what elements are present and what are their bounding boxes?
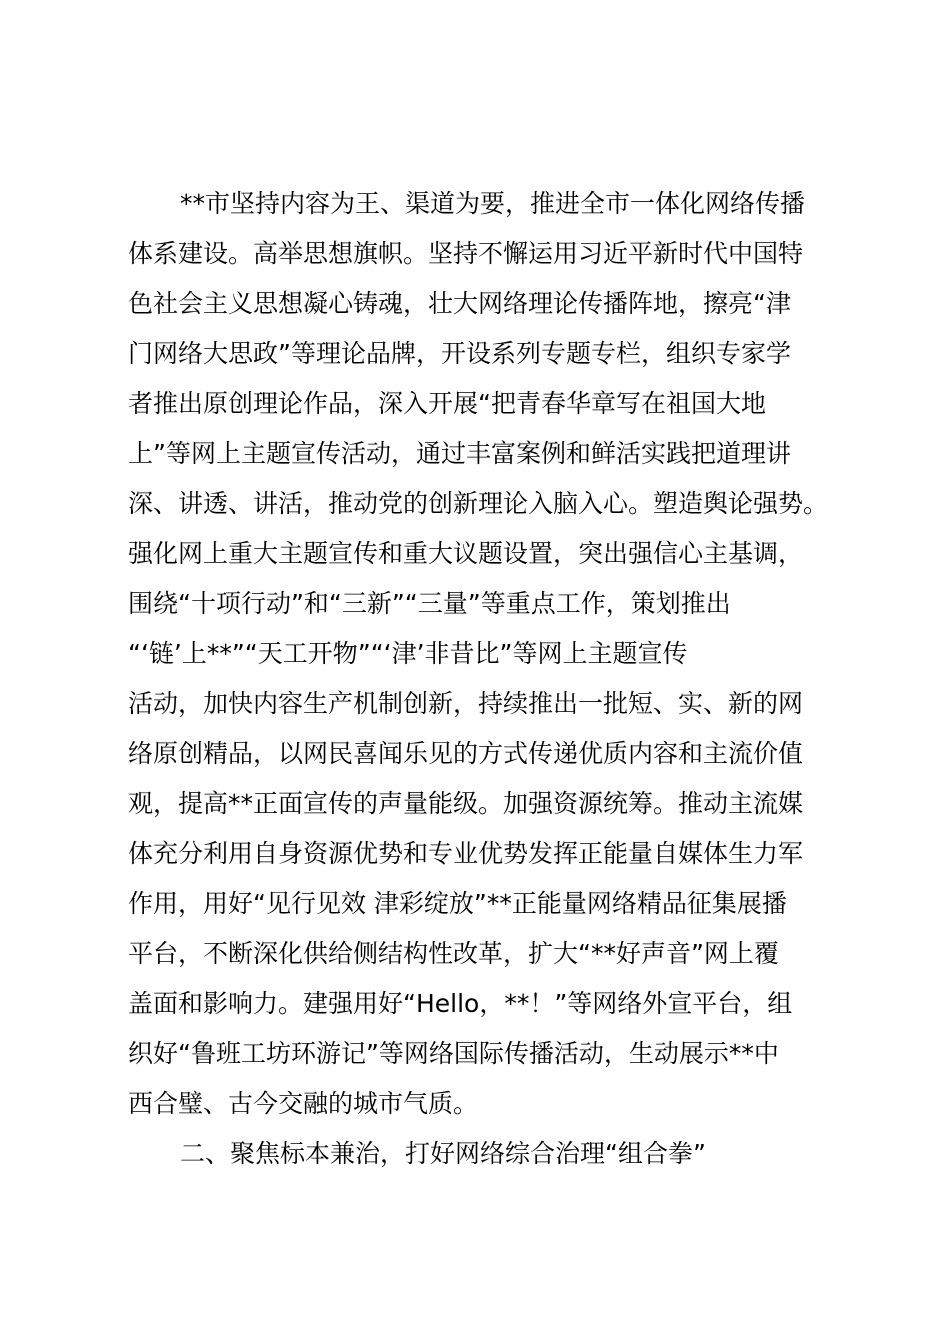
paragraph-line: 强化网上重大主题宣传和重大议题设置，突出强信心主基调，	[128, 539, 804, 568]
section-heading: 二、聚焦标本兼治，打好网络综合治理“组合拳”	[180, 1139, 706, 1168]
paragraph-line: 门网络大思政”等理论品牌，开设系列专题专栏，组织专家学	[128, 339, 791, 368]
paragraph-line: 作用，用好“见行见效 津彩绽放”**正能量网络精品征集展播	[128, 889, 787, 918]
paragraph-line: 活动，加快内容生产机制创新，持续推出一批短、实、新的网	[128, 689, 804, 718]
paragraph-line: 深、讲透、讲活，推动党的创新理论入脑入心。塑造舆论强势。	[128, 489, 829, 518]
paragraph-line: 上”等网上主题宣传活动，通过丰富案例和鲜活实践把道理讲	[128, 439, 791, 468]
paragraph-line: 者推出原创理论作品，深入开展“把青春华章写在祖国大地	[128, 389, 766, 418]
paragraph-line: **市坚持内容为王、渠道为要，推进全市一体化网络传播	[180, 189, 806, 218]
paragraph-line: 盖面和影响力。建强用好“Hello，**！”等网络外宣平台，组	[128, 989, 793, 1018]
paragraph-line: 络原创精品，以网民喜闻乐见的方式传递优质内容和主流价值	[128, 739, 804, 768]
paragraph-line: 围绕“十项行动”和“三新”“三量”等重点工作，策划推出	[128, 589, 731, 618]
paragraph-line: 织好“鲁班工坊环游记”等网络国际传播活动，生动展示**中	[128, 1039, 779, 1068]
paragraph-line: 体系建设。高举思想旗帜。坚持不懈运用习近平新时代中国特	[128, 239, 804, 268]
paragraph-line: 色社会主义思想凝心铸魂，壮大网络理论传播阵地，擦亮“津	[128, 289, 791, 318]
paragraph-line: 观，提高**正面宣传的声量能级。加强资源统筹。推动主流媒	[128, 789, 804, 818]
paragraph-line: 平台，不断深化供给侧结构性改革，扩大“**好声音”网上覆	[128, 939, 779, 968]
paragraph-line: “‘链’上**”“天工开物”“‘津’非昔比”等网上主题宣传	[128, 639, 688, 668]
paragraph-line: 体充分利用自身资源优势和专业优势发挥正能量自媒体生力军	[128, 839, 804, 868]
paragraph-line: 西合璧、古今交融的城市气质。	[128, 1089, 479, 1118]
